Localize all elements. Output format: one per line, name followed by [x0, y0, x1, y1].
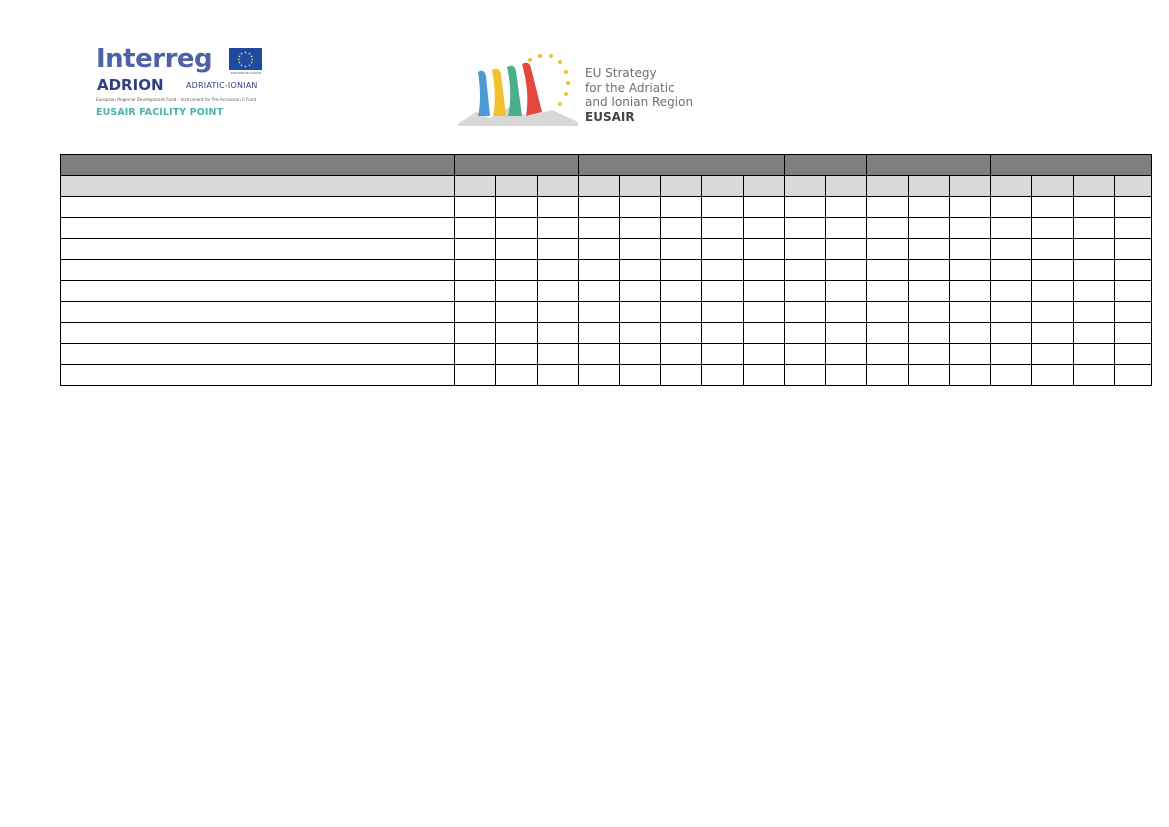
table-cell [1073, 365, 1114, 386]
table-cell [867, 344, 908, 365]
table-cell [496, 197, 537, 218]
table-cell [826, 218, 867, 239]
table-cell [1032, 365, 1073, 386]
table-row [61, 281, 1152, 302]
adrion-wordmark: ADRION [97, 76, 164, 94]
table-cell [908, 365, 949, 386]
table-cell [702, 344, 743, 365]
table-cell [826, 197, 867, 218]
table-cell [949, 365, 990, 386]
table-cell [991, 218, 1032, 239]
table-row [61, 344, 1152, 365]
table-cell [620, 218, 661, 239]
table-cell [949, 239, 990, 260]
row-label-cell [61, 218, 455, 239]
sub-header-cell [496, 176, 537, 197]
table-cell [949, 260, 990, 281]
table-row [61, 239, 1152, 260]
table-cell [1114, 197, 1151, 218]
table-cell [743, 239, 784, 260]
table-cell [578, 260, 619, 281]
table-cell [496, 239, 537, 260]
table-cell [1032, 281, 1073, 302]
table-cell [1032, 218, 1073, 239]
table-cell [867, 281, 908, 302]
table-cell [496, 365, 537, 386]
table-cell [1114, 323, 1151, 344]
table-cell [537, 281, 578, 302]
table-cell [702, 239, 743, 260]
table-cell [496, 344, 537, 365]
eusair-title [585, 66, 693, 124]
row-label-cell [61, 365, 455, 386]
table-cell [537, 302, 578, 323]
interreg-adrion-logo [96, 44, 268, 126]
table-cell [1032, 323, 1073, 344]
table-cell [1114, 365, 1151, 386]
group-header-cell [61, 155, 455, 176]
table-cell [455, 239, 496, 260]
table-cell [1073, 260, 1114, 281]
table-cell [949, 302, 990, 323]
table-cell [496, 281, 537, 302]
table-cell [455, 365, 496, 386]
table-row [61, 323, 1152, 344]
table-cell [537, 239, 578, 260]
table-cell [702, 302, 743, 323]
table-cell [826, 260, 867, 281]
sub-header-cell [578, 176, 619, 197]
table-cell [620, 239, 661, 260]
adriatic-ionian-label: ADRIATIC-IONIAN [186, 81, 258, 90]
table-cell [455, 281, 496, 302]
table-cell [826, 302, 867, 323]
row-label-cell [61, 281, 455, 302]
table-cell [620, 323, 661, 344]
table-cell [1114, 260, 1151, 281]
row-label-cell [61, 260, 455, 281]
table-cell [908, 218, 949, 239]
sub-header-cell [702, 176, 743, 197]
table-cell [908, 302, 949, 323]
interreg-wordmark: Interreg [96, 44, 213, 74]
table-cell [702, 197, 743, 218]
sub-header-cell [620, 176, 661, 197]
sub-header-cell [661, 176, 702, 197]
table-cell [784, 239, 825, 260]
table-row [61, 365, 1152, 386]
group-header-row [61, 155, 1152, 176]
table-cell [1073, 239, 1114, 260]
table-cell [991, 239, 1032, 260]
row-label-cell [61, 323, 455, 344]
table-cell [991, 281, 1032, 302]
table-cell [578, 323, 619, 344]
table-cell [784, 365, 825, 386]
table-cell [702, 323, 743, 344]
table-cell [1114, 344, 1151, 365]
table-cell [784, 218, 825, 239]
table-cell [867, 218, 908, 239]
table-cell [826, 344, 867, 365]
eusair-line-4: EUSAIR [585, 109, 635, 124]
table-cell [991, 197, 1032, 218]
table-cell [991, 302, 1032, 323]
table-cell [537, 260, 578, 281]
table-cell [991, 365, 1032, 386]
table-cell [620, 197, 661, 218]
sub-header-cell [1032, 176, 1073, 197]
data-rows [61, 197, 1152, 386]
sub-header-cell [455, 176, 496, 197]
sub-header-cell [1114, 176, 1151, 197]
table-cell [949, 218, 990, 239]
table-cell [578, 218, 619, 239]
table-cell [1073, 197, 1114, 218]
sub-header-cell [537, 176, 578, 197]
sub-header-cell [949, 176, 990, 197]
table-cell [455, 344, 496, 365]
table-cell [1073, 281, 1114, 302]
group-header-cell [991, 155, 1152, 176]
table-cell [908, 197, 949, 218]
table-cell [578, 302, 619, 323]
sub-header-cell [784, 176, 825, 197]
table-cell [784, 344, 825, 365]
table-cell [702, 260, 743, 281]
sub-header-row [61, 176, 1152, 197]
table-cell [867, 239, 908, 260]
table-cell [826, 281, 867, 302]
sub-header-cell [826, 176, 867, 197]
table-cell [1114, 302, 1151, 323]
table-cell [455, 302, 496, 323]
table-cell [784, 323, 825, 344]
row-label-cell [61, 239, 455, 260]
table-cell [784, 281, 825, 302]
sub-header-cell [867, 176, 908, 197]
table-cell [867, 197, 908, 218]
table-cell [908, 281, 949, 302]
table-cell [620, 260, 661, 281]
sub-header-cell [908, 176, 949, 197]
table-cell [702, 281, 743, 302]
table-cell [702, 218, 743, 239]
table-cell [661, 281, 702, 302]
table-cell [1114, 281, 1151, 302]
table-cell [578, 197, 619, 218]
table-cell [949, 323, 990, 344]
table-cell [743, 344, 784, 365]
table-cell [826, 323, 867, 344]
group-header-cell [784, 155, 866, 176]
table-cell [1114, 239, 1151, 260]
table-cell [743, 302, 784, 323]
table-cell [661, 344, 702, 365]
table-cell [867, 323, 908, 344]
table-cell [537, 218, 578, 239]
table-cell [661, 218, 702, 239]
table-row [61, 197, 1152, 218]
eu-flag-caption: EUROPEAN UNION [230, 71, 262, 75]
table-cell [661, 239, 702, 260]
table-cell [743, 365, 784, 386]
table-cell [949, 197, 990, 218]
table-cell [620, 281, 661, 302]
table-cell [784, 260, 825, 281]
table-cell [1032, 260, 1073, 281]
table-cell [826, 365, 867, 386]
table-cell [537, 197, 578, 218]
row-label-cell [61, 197, 455, 218]
eusair-wings-graphic [456, 50, 584, 128]
table-cell [743, 260, 784, 281]
table-cell [1032, 344, 1073, 365]
sub-header-cell [61, 176, 455, 197]
table-cell [496, 302, 537, 323]
fund-line: European Regional Development Fund - Instrument for Pre-Accession II Fund [96, 97, 257, 102]
table-cell [496, 323, 537, 344]
table-cell [1032, 197, 1073, 218]
group-header-cell [867, 155, 991, 176]
table-cell [1073, 302, 1114, 323]
table-cell [991, 260, 1032, 281]
table-cell [578, 281, 619, 302]
table-cell [908, 323, 949, 344]
table-cell [743, 197, 784, 218]
table-cell [578, 344, 619, 365]
table-cell [784, 302, 825, 323]
sub-header-cell [743, 176, 784, 197]
table-cell [537, 344, 578, 365]
table-cell [826, 239, 867, 260]
table-cell [908, 239, 949, 260]
table-cell [661, 365, 702, 386]
table-cell [743, 281, 784, 302]
table-cell [496, 260, 537, 281]
table-cell [661, 302, 702, 323]
table-row [61, 260, 1152, 281]
table-cell [620, 365, 661, 386]
table-cell [1073, 323, 1114, 344]
table-cell [743, 218, 784, 239]
table-cell [455, 260, 496, 281]
table-cell [1032, 302, 1073, 323]
table-cell [661, 260, 702, 281]
table-cell [908, 344, 949, 365]
table-cell [1073, 218, 1114, 239]
table-cell [1073, 344, 1114, 365]
eu-flag-icon [229, 48, 262, 70]
table-cell [496, 218, 537, 239]
table-cell [867, 365, 908, 386]
table-cell [949, 344, 990, 365]
table-cell [661, 323, 702, 344]
facility-point-label: EUSAIR FACILITY POINT [96, 107, 224, 118]
eusair-logo [456, 50, 696, 130]
table-cell [908, 260, 949, 281]
blank-grid-table [60, 154, 1152, 386]
table-cell [537, 365, 578, 386]
table-cell [949, 281, 990, 302]
table-cell [991, 344, 1032, 365]
table-cell [620, 302, 661, 323]
table-cell [620, 344, 661, 365]
row-label-cell [61, 344, 455, 365]
sub-header-cell [1073, 176, 1114, 197]
row-label-cell [61, 302, 455, 323]
sub-header-cell [991, 176, 1032, 197]
table-cell [991, 323, 1032, 344]
table-cell [455, 197, 496, 218]
table-cell [1032, 239, 1073, 260]
table-cell [743, 323, 784, 344]
table-cell [702, 365, 743, 386]
table-row [61, 218, 1152, 239]
table-cell [784, 197, 825, 218]
table-row [61, 302, 1152, 323]
group-header-cell [578, 155, 784, 176]
eusair-line-3: and Ionian Region [585, 95, 694, 109]
table-cell [1114, 218, 1151, 239]
table-cell [867, 260, 908, 281]
table-cell [455, 218, 496, 239]
table-cell [578, 239, 619, 260]
group-header-cell [455, 155, 579, 176]
table-cell [661, 197, 702, 218]
eusair-line-2: for the Adriatic [585, 80, 675, 95]
table-cell [867, 302, 908, 323]
table-cell [578, 365, 619, 386]
table-cell [537, 323, 578, 344]
eusair-line-1: EU Strategy [585, 66, 657, 80]
table-cell [455, 323, 496, 344]
